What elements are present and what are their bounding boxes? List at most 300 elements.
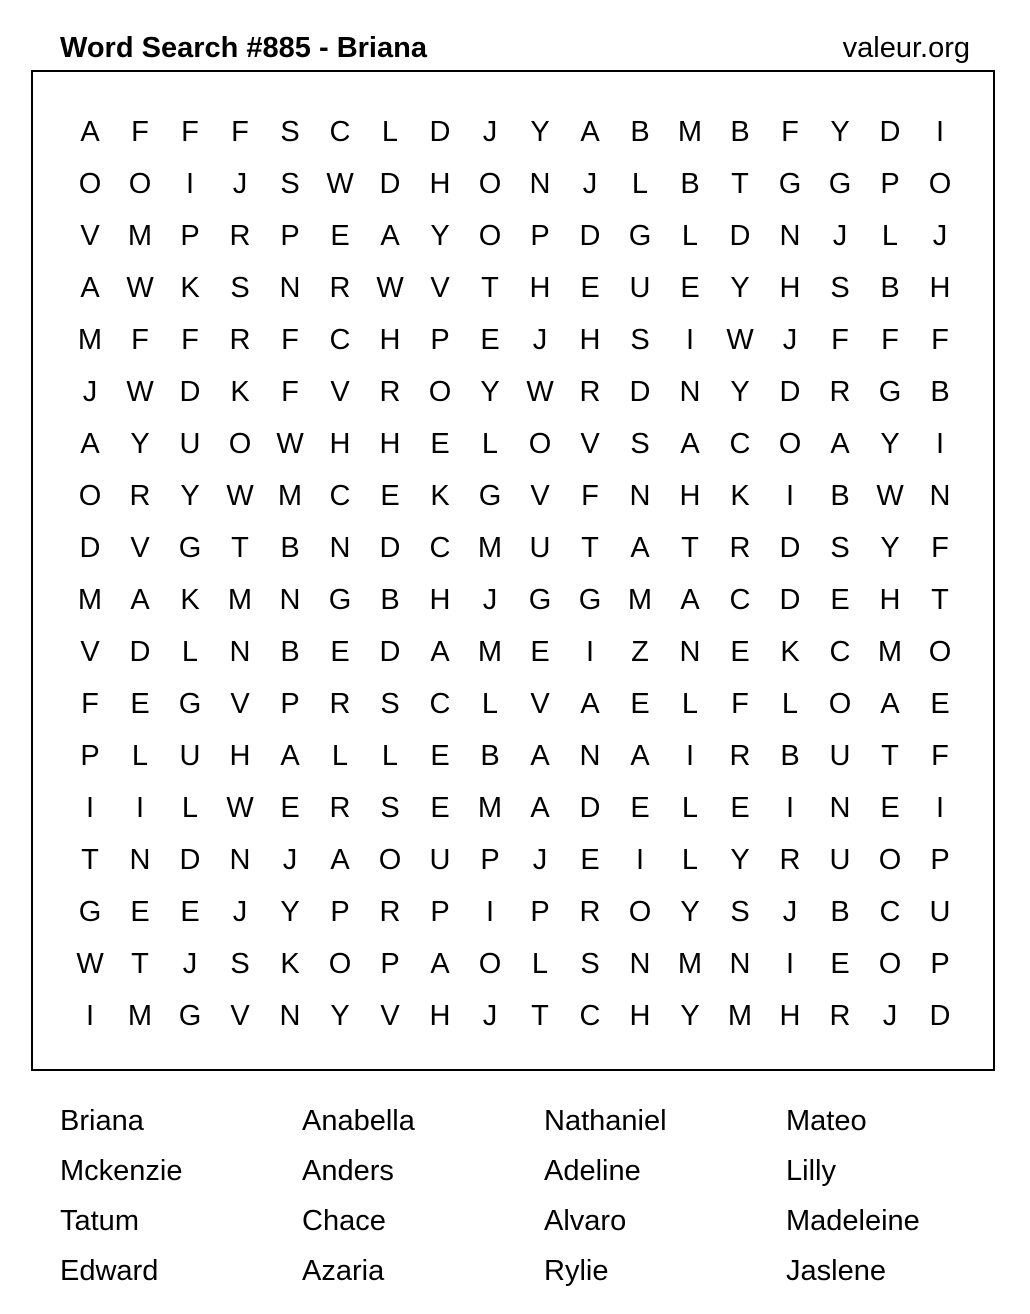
grid-cell[interactable]: N (279, 272, 301, 304)
grid-cell[interactable]: F (81, 688, 99, 720)
grid-cell[interactable]: H (429, 168, 451, 200)
grid-cell[interactable]: L (481, 688, 499, 720)
grid-cell[interactable]: J (482, 584, 498, 616)
grid-cell[interactable]: O (128, 168, 152, 200)
grid-cell[interactable]: M (227, 584, 253, 616)
grid-cell[interactable]: V (430, 272, 450, 304)
grid-cell[interactable]: C (329, 324, 351, 356)
grid-cell[interactable]: G (878, 376, 902, 408)
grid-cell[interactable]: J (782, 324, 798, 356)
grid-cell[interactable]: D (779, 532, 801, 564)
grid-cell[interactable]: L (631, 168, 649, 200)
grid-cell[interactable]: J (182, 948, 198, 980)
grid-cell[interactable]: L (381, 740, 399, 772)
grid-cell[interactable]: M (277, 480, 303, 512)
grid-cell[interactable]: U (429, 844, 451, 876)
grid-cell[interactable]: O (228, 428, 252, 460)
grid-cell[interactable]: Z (631, 636, 649, 668)
grid-cell[interactable]: F (931, 740, 949, 772)
grid-cell[interactable]: M (477, 532, 503, 564)
grid-cell[interactable]: B (680, 168, 700, 200)
grid-cell[interactable]: T (931, 584, 949, 616)
grid-cell[interactable]: G (178, 532, 202, 564)
grid-cell[interactable]: N (279, 1000, 301, 1032)
grid-cell[interactable]: P (330, 896, 350, 928)
grid-cell[interactable]: M (127, 1000, 153, 1032)
grid-cell[interactable]: O (328, 948, 352, 980)
grid-cell[interactable]: T (581, 532, 599, 564)
grid-cell[interactable]: N (529, 168, 551, 200)
grid-cell[interactable]: W (526, 376, 554, 408)
grid-cell[interactable]: E (630, 688, 650, 720)
grid-cell[interactable]: G (478, 480, 502, 512)
grid-cell[interactable]: V (330, 376, 350, 408)
grid-cell[interactable]: D (579, 792, 601, 824)
grid-cell[interactable]: H (379, 324, 401, 356)
grid-cell[interactable]: H (579, 324, 601, 356)
grid-cell[interactable]: J (832, 220, 848, 252)
grid-cell[interactable]: E (830, 584, 850, 616)
grid-cell[interactable]: R (329, 792, 351, 824)
grid-cell[interactable]: Y (680, 1000, 700, 1032)
grid-cell[interactable]: A (680, 584, 700, 616)
grid-cell[interactable]: Y (880, 532, 900, 564)
grid-cell[interactable]: P (430, 324, 450, 356)
grid-cell[interactable]: F (181, 324, 199, 356)
grid-cell[interactable]: H (229, 740, 251, 772)
grid-cell[interactable]: B (480, 740, 500, 772)
grid-cell[interactable]: B (630, 116, 650, 148)
grid-cell[interactable]: N (129, 844, 151, 876)
grid-cell[interactable]: E (630, 792, 650, 824)
grid-cell[interactable]: O (828, 688, 852, 720)
grid-cell[interactable]: A (430, 948, 450, 980)
grid-cell[interactable]: H (779, 1000, 801, 1032)
grid-cell[interactable]: R (229, 324, 251, 356)
grid-cell[interactable]: N (579, 740, 601, 772)
grid-cell[interactable]: D (379, 168, 401, 200)
grid-cell[interactable]: G (578, 584, 602, 616)
grid-cell[interactable]: D (129, 636, 151, 668)
grid-cell[interactable]: Y (180, 480, 200, 512)
grid-cell[interactable]: U (829, 740, 851, 772)
grid-cell[interactable]: E (180, 896, 200, 928)
grid-cell[interactable]: T (131, 948, 149, 980)
grid-cell[interactable]: K (180, 584, 200, 616)
grid-cell[interactable]: N (929, 480, 951, 512)
grid-cell[interactable]: I (85, 1000, 95, 1032)
grid-cell[interactable]: S (280, 168, 300, 200)
grid-cell[interactable]: S (830, 532, 850, 564)
grid-cell[interactable]: F (731, 688, 749, 720)
grid-cell[interactable]: N (729, 948, 751, 980)
grid-cell[interactable]: D (779, 376, 801, 408)
grid-cell[interactable]: L (881, 220, 899, 252)
grid-cell[interactable]: D (879, 116, 901, 148)
grid-cell[interactable]: S (830, 272, 850, 304)
grid-cell[interactable]: E (830, 948, 850, 980)
grid-cell[interactable]: F (281, 324, 299, 356)
grid-cell[interactable]: I (785, 948, 795, 980)
grid-cell[interactable]: P (80, 740, 100, 772)
grid-cell[interactable]: C (329, 116, 351, 148)
grid-cell[interactable]: E (330, 220, 350, 252)
grid-cell[interactable]: H (379, 428, 401, 460)
grid-cell[interactable]: J (532, 324, 548, 356)
grid-cell[interactable]: E (380, 480, 400, 512)
grid-cell[interactable]: W (226, 480, 254, 512)
grid-cell[interactable]: U (829, 844, 851, 876)
grid-cell[interactable]: U (179, 740, 201, 772)
grid-cell[interactable]: V (580, 428, 600, 460)
grid-cell[interactable]: J (532, 844, 548, 876)
grid-cell[interactable]: Y (730, 844, 750, 876)
grid-cell[interactable]: M (627, 584, 653, 616)
grid-cell[interactable]: S (280, 116, 300, 148)
grid-cell[interactable]: D (729, 220, 751, 252)
grid-cell[interactable]: N (629, 480, 651, 512)
grid-cell[interactable]: S (630, 324, 650, 356)
grid-cell[interactable]: V (380, 1000, 400, 1032)
grid-cell[interactable]: L (131, 740, 149, 772)
grid-cell[interactable]: M (477, 792, 503, 824)
grid-cell[interactable]: P (930, 844, 950, 876)
grid-cell[interactable]: R (229, 220, 251, 252)
grid-cell[interactable]: L (681, 688, 699, 720)
grid-cell[interactable]: F (881, 324, 899, 356)
grid-cell[interactable]: E (280, 792, 300, 824)
grid-cell[interactable]: E (930, 688, 950, 720)
grid-cell[interactable]: V (230, 688, 250, 720)
grid-cell[interactable]: R (329, 272, 351, 304)
grid-cell[interactable]: I (585, 636, 595, 668)
grid-cell[interactable]: E (680, 272, 700, 304)
grid-cell[interactable]: E (430, 792, 450, 824)
grid-cell[interactable]: F (281, 376, 299, 408)
grid-cell[interactable]: A (630, 740, 650, 772)
grid-cell[interactable]: A (580, 116, 600, 148)
grid-cell[interactable]: A (630, 532, 650, 564)
grid-cell[interactable]: O (78, 480, 102, 512)
grid-cell[interactable]: F (581, 480, 599, 512)
grid-cell[interactable]: W (726, 324, 754, 356)
grid-cell[interactable]: O (478, 948, 502, 980)
grid-cell[interactable]: C (879, 896, 901, 928)
grid-cell[interactable]: M (677, 116, 703, 148)
grid-cell[interactable]: D (629, 376, 651, 408)
grid-cell[interactable]: D (779, 584, 801, 616)
grid-cell[interactable]: F (931, 324, 949, 356)
grid-cell[interactable]: H (429, 584, 451, 616)
grid-cell[interactable]: D (179, 844, 201, 876)
grid-cell[interactable]: I (635, 844, 645, 876)
grid-cell[interactable]: I (935, 792, 945, 824)
grid-cell[interactable]: R (779, 844, 801, 876)
grid-cell[interactable]: H (879, 584, 901, 616)
grid-cell[interactable]: E (480, 324, 500, 356)
grid-cell[interactable]: V (80, 636, 100, 668)
grid-cell[interactable]: K (180, 272, 200, 304)
grid-cell[interactable]: M (77, 584, 103, 616)
grid-cell[interactable]: A (430, 636, 450, 668)
grid-cell[interactable]: T (231, 532, 249, 564)
grid-cell[interactable]: L (481, 428, 499, 460)
grid-cell[interactable]: E (330, 636, 350, 668)
grid-cell[interactable]: G (178, 688, 202, 720)
grid-cell[interactable]: E (580, 844, 600, 876)
grid-cell[interactable]: B (280, 532, 300, 564)
grid-cell[interactable]: L (681, 792, 699, 824)
grid-cell[interactable]: Y (130, 428, 150, 460)
grid-cell[interactable]: V (80, 220, 100, 252)
grid-cell[interactable]: S (230, 272, 250, 304)
grid-cell[interactable]: J (882, 1000, 898, 1032)
grid-cell[interactable]: P (380, 948, 400, 980)
grid-cell[interactable]: C (429, 688, 451, 720)
grid-cell[interactable]: N (829, 792, 851, 824)
grid-cell[interactable]: H (779, 272, 801, 304)
grid-cell[interactable]: Y (730, 272, 750, 304)
grid-cell[interactable]: I (935, 116, 945, 148)
grid-cell[interactable]: F (931, 532, 949, 564)
grid-cell[interactable]: P (180, 220, 200, 252)
grid-cell[interactable]: J (232, 896, 248, 928)
grid-cell[interactable]: L (381, 116, 399, 148)
grid-cell[interactable]: J (482, 1000, 498, 1032)
grid-cell[interactable]: E (730, 636, 750, 668)
grid-cell[interactable]: B (280, 636, 300, 668)
grid-cell[interactable]: T (531, 1000, 549, 1032)
grid-cell[interactable]: J (782, 896, 798, 928)
grid-cell[interactable]: R (829, 1000, 851, 1032)
grid-cell[interactable]: M (477, 636, 503, 668)
grid-cell[interactable]: P (280, 688, 300, 720)
grid-cell[interactable]: C (429, 532, 451, 564)
grid-cell[interactable]: O (628, 896, 652, 928)
grid-cell[interactable]: D (929, 1000, 951, 1032)
grid-cell[interactable]: I (485, 896, 495, 928)
grid-cell[interactable]: R (579, 376, 601, 408)
grid-cell[interactable]: T (481, 272, 499, 304)
grid-cell[interactable]: I (685, 324, 695, 356)
grid-cell[interactable]: R (829, 376, 851, 408)
grid-cell[interactable]: R (329, 688, 351, 720)
grid-cell[interactable]: H (929, 272, 951, 304)
grid-cell[interactable]: Y (730, 376, 750, 408)
grid-cell[interactable]: J (582, 168, 598, 200)
grid-cell[interactable]: F (131, 324, 149, 356)
grid-cell[interactable]: E (130, 688, 150, 720)
grid-cell[interactable]: O (428, 376, 452, 408)
grid-cell[interactable]: G (328, 584, 352, 616)
grid-cell[interactable]: Y (330, 1000, 350, 1032)
grid-cell[interactable]: W (326, 168, 354, 200)
grid-cell[interactable]: R (379, 376, 401, 408)
grid-cell[interactable]: T (81, 844, 99, 876)
grid-cell[interactable]: Y (480, 376, 500, 408)
grid-cell[interactable]: T (681, 532, 699, 564)
grid-cell[interactable]: Y (430, 220, 450, 252)
grid-cell[interactable]: N (229, 844, 251, 876)
grid-cell[interactable]: D (179, 376, 201, 408)
grid-cell[interactable]: K (730, 480, 750, 512)
grid-cell[interactable]: A (530, 740, 550, 772)
grid-cell[interactable]: F (831, 324, 849, 356)
grid-cell[interactable]: A (80, 272, 100, 304)
grid-cell[interactable]: C (729, 584, 751, 616)
grid-cell[interactable]: L (181, 792, 199, 824)
grid-cell[interactable]: M (77, 324, 103, 356)
grid-cell[interactable]: V (530, 480, 550, 512)
grid-cell[interactable]: R (579, 896, 601, 928)
grid-cell[interactable]: U (529, 532, 551, 564)
grid-cell[interactable]: I (785, 792, 795, 824)
grid-cell[interactable]: G (78, 896, 102, 928)
grid-cell[interactable]: R (129, 480, 151, 512)
grid-cell[interactable]: P (530, 896, 550, 928)
grid-cell[interactable]: D (579, 220, 601, 252)
grid-cell[interactable]: N (679, 636, 701, 668)
grid-cell[interactable]: P (280, 220, 300, 252)
grid-cell[interactable]: H (629, 1000, 651, 1032)
grid-cell[interactable]: L (331, 740, 349, 772)
grid-cell[interactable]: C (829, 636, 851, 668)
grid-cell[interactable]: L (681, 220, 699, 252)
grid-cell[interactable]: H (679, 480, 701, 512)
grid-cell[interactable]: I (185, 168, 195, 200)
grid-cell[interactable]: A (280, 740, 300, 772)
grid-cell[interactable]: M (727, 1000, 753, 1032)
grid-cell[interactable]: A (80, 116, 100, 148)
grid-cell[interactable]: F (781, 116, 799, 148)
grid-cell[interactable]: P (530, 220, 550, 252)
grid-cell[interactable]: N (279, 584, 301, 616)
grid-cell[interactable]: R (379, 896, 401, 928)
grid-cell[interactable]: I (85, 792, 95, 824)
grid-cell[interactable]: O (78, 168, 102, 200)
grid-cell[interactable]: Y (280, 896, 300, 928)
grid-cell[interactable]: D (379, 532, 401, 564)
grid-cell[interactable]: H (429, 1000, 451, 1032)
grid-cell[interactable]: G (828, 168, 852, 200)
grid-cell[interactable]: D (429, 116, 451, 148)
grid-cell[interactable]: J (232, 168, 248, 200)
grid-cell[interactable]: G (628, 220, 652, 252)
grid-cell[interactable]: F (131, 116, 149, 148)
grid-cell[interactable]: Y (530, 116, 550, 148)
grid-cell[interactable]: E (880, 792, 900, 824)
grid-cell[interactable]: N (329, 532, 351, 564)
grid-cell[interactable]: V (130, 532, 150, 564)
grid-cell[interactable]: W (126, 272, 154, 304)
grid-cell[interactable]: J (932, 220, 948, 252)
grid-cell[interactable]: P (880, 168, 900, 200)
grid-cell[interactable]: B (930, 376, 950, 408)
grid-cell[interactable]: F (181, 116, 199, 148)
grid-cell[interactable]: W (76, 948, 104, 980)
grid-cell[interactable]: C (329, 480, 351, 512)
grid-cell[interactable]: I (685, 740, 695, 772)
grid-cell[interactable]: L (531, 948, 549, 980)
grid-cell[interactable]: T (881, 740, 899, 772)
grid-cell[interactable]: O (928, 168, 952, 200)
grid-cell[interactable]: S (580, 948, 600, 980)
grid-cell[interactable]: J (482, 116, 498, 148)
grid-cell[interactable]: M (127, 220, 153, 252)
grid-cell[interactable]: K (430, 480, 450, 512)
grid-cell[interactable]: O (878, 844, 902, 876)
grid-cell[interactable]: H (329, 428, 351, 460)
grid-cell[interactable]: K (230, 376, 250, 408)
grid-cell[interactable]: W (276, 428, 304, 460)
grid-cell[interactable]: S (380, 792, 400, 824)
grid-cell[interactable]: I (135, 792, 145, 824)
grid-cell[interactable]: D (79, 532, 101, 564)
grid-cell[interactable]: B (780, 740, 800, 772)
grid-cell[interactable]: C (579, 1000, 601, 1032)
grid-cell[interactable]: W (876, 480, 904, 512)
grid-cell[interactable]: S (380, 688, 400, 720)
grid-cell[interactable]: E (430, 740, 450, 772)
grid-cell[interactable]: O (778, 428, 802, 460)
grid-cell[interactable]: B (830, 480, 850, 512)
grid-cell[interactable]: T (731, 168, 749, 200)
grid-cell[interactable]: N (229, 636, 251, 668)
grid-cell[interactable]: V (530, 688, 550, 720)
grid-cell[interactable]: E (130, 896, 150, 928)
grid-cell[interactable]: E (730, 792, 750, 824)
grid-cell[interactable]: A (830, 428, 850, 460)
grid-cell[interactable]: G (178, 1000, 202, 1032)
grid-cell[interactable]: A (130, 584, 150, 616)
grid-cell[interactable]: N (779, 220, 801, 252)
grid-cell[interactable]: L (781, 688, 799, 720)
grid-cell[interactable]: B (880, 272, 900, 304)
grid-cell[interactable]: W (376, 272, 404, 304)
grid-cell[interactable]: A (330, 844, 350, 876)
grid-cell[interactable]: I (785, 480, 795, 512)
grid-cell[interactable]: G (778, 168, 802, 200)
grid-cell[interactable]: M (877, 636, 903, 668)
grid-cell[interactable]: A (680, 428, 700, 460)
grid-cell[interactable]: A (880, 688, 900, 720)
grid-cell[interactable]: H (529, 272, 551, 304)
grid-cell[interactable]: S (230, 948, 250, 980)
grid-cell[interactable]: J (282, 844, 298, 876)
grid-cell[interactable]: P (930, 948, 950, 980)
grid-cell[interactable]: S (630, 428, 650, 460)
grid-cell[interactable]: O (528, 428, 552, 460)
grid-cell[interactable]: Y (680, 896, 700, 928)
grid-cell[interactable]: P (430, 896, 450, 928)
grid-cell[interactable]: A (380, 220, 400, 252)
grid-cell[interactable]: A (80, 428, 100, 460)
grid-cell[interactable]: M (677, 948, 703, 980)
grid-cell[interactable]: U (629, 272, 651, 304)
grid-cell[interactable]: U (929, 896, 951, 928)
grid-cell[interactable]: P (480, 844, 500, 876)
grid-cell[interactable]: B (730, 116, 750, 148)
grid-cell[interactable]: F (231, 116, 249, 148)
grid-cell[interactable]: L (681, 844, 699, 876)
grid-cell[interactable]: O (928, 636, 952, 668)
grid-cell[interactable]: R (729, 532, 751, 564)
grid-cell[interactable]: B (380, 584, 400, 616)
grid-cell[interactable]: A (530, 792, 550, 824)
grid-cell[interactable]: C (729, 428, 751, 460)
grid-cell[interactable]: A (580, 688, 600, 720)
grid-cell[interactable]: L (181, 636, 199, 668)
